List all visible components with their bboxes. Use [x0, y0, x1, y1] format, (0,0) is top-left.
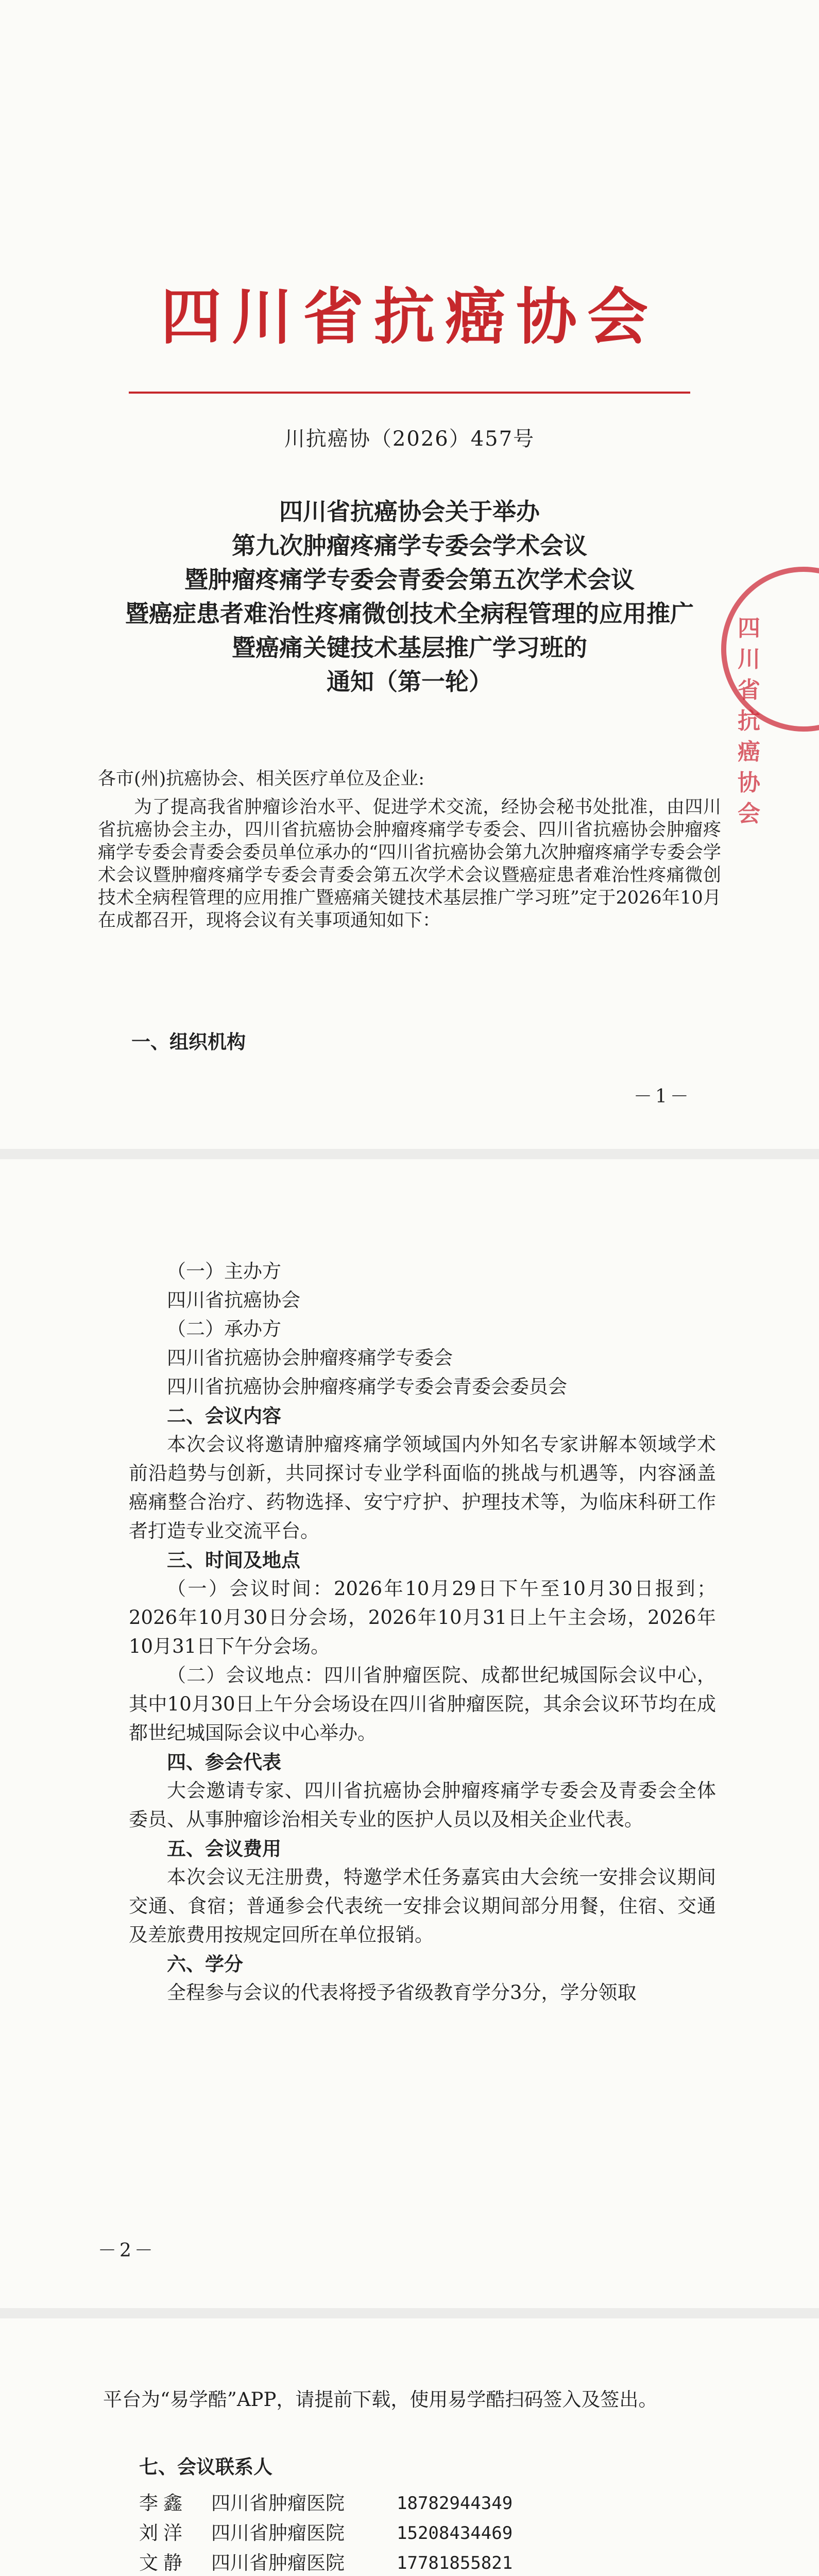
p3-continuation: 平台为“易学酷”APP，请提前下载，使用易学酷扫码签入及签出。: [103, 2388, 658, 2411]
contact-phone: 15208434469: [397, 2523, 513, 2544]
contact-row: [139, 2518, 551, 2548]
document-page-2: [0, 1159, 819, 2308]
notice-heading: [0, 495, 819, 699]
contact-org: 四川省肿瘤医院: [211, 2522, 345, 2544]
section-7-heading: 七、会议联系人: [139, 2455, 272, 2478]
addressee: 各市(州)抗癌协会、相关医疗单位及企业:: [98, 769, 425, 789]
red-divider: [129, 392, 690, 394]
organizer-heading: （二）承办方: [167, 1318, 281, 1340]
meeting-time: （一）会议时间：2026年10月29日下午至10月30日报到；2026年10月30日分会场，2026年10月31日上午主会场，2026年10月31日下午分会场。: [129, 1578, 716, 1657]
section-2-text: 本次会议将邀请肿瘤疼痛学领域国内外知名专家讲解本领域学术前沿趋势与创新，共同探讨专业学科面临的挑战与机遇等，内容涵盖癌痛整合治疗、药物选择、安宁疗护、护理技术等，为临床科研工作者打造专业交流平台。: [129, 1433, 716, 1542]
host: 四川省抗癌协会: [167, 1289, 300, 1311]
document-page-3: [0, 2318, 819, 2576]
heading-line: 暨癌症患者难治性疼痛微创技术全病程管理的应用推广: [125, 600, 694, 628]
document-number: 川抗癌协（2026）457号: [284, 427, 535, 451]
heading-line: 四川省抗癌协会关于举办: [279, 498, 540, 526]
host-heading: （一）主办方: [167, 1260, 281, 1282]
contact-list: [139, 2488, 551, 2576]
contact-org: 四川省肿瘤医院: [211, 2492, 345, 2514]
heading-line: 暨肿瘤疼痛学专委会青委会第五次学术会议: [184, 566, 635, 594]
contact-name: 李鑫: [139, 2492, 187, 2514]
contact-org: 四川省肿瘤医院: [211, 2552, 345, 2574]
heading-line: 暨癌痛关键技术基层推广学习班的: [232, 634, 587, 662]
contact-name: 文静: [139, 2552, 187, 2574]
section-3-heading: 三、时间及地点: [167, 1549, 300, 1571]
contact-row: [139, 2548, 551, 2576]
section-2-heading: 二、会议内容: [167, 1404, 281, 1427]
document-page-1: [0, 0, 819, 1149]
section-4-text: 大会邀请专家、四川省抗癌协会肿瘤疼痛学专委会及青委会全体委员、从事肿瘤诊治相关专业的医护人员以及相关企业代表。: [129, 1780, 716, 1831]
organization-title: 四川省抗癌协会: [160, 281, 658, 352]
heading-line: 通知（第一轮）: [327, 668, 492, 696]
meeting-place: （二）会议地点：四川省肿瘤医院、成都世纪城国际会议中心，其中10月30日上午分会场设在四川省肿瘤医院，其余会议环节均在成都世纪城国际会议中心举办。: [129, 1664, 716, 1744]
page-number: －1－: [634, 1086, 692, 1107]
intro-paragraph: 为了提高我省肿瘤诊治水平、促进学术交流，经协会秘书处批准，由四川省抗癌协会主办，四川省抗癌协会肿瘤疼痛学专委会、四川省抗癌协会肿瘤疼痛学专委会青委会委员单位承办的“四川省抗癌协会第九次肿瘤疼痛学专委会学术会议暨肿瘤疼痛学专委会青委会第五次学术会议暨癌症患者难治性疼痛微创技术全病程管理的应用推广暨癌痛关键技术基层推广学习班”定于2026年10月在成都召开，现将会议有关事项通知如下：: [98, 797, 721, 931]
seal-text: 四川省抗癌协会: [738, 615, 760, 827]
organizer-item: 四川省抗癌协会肿瘤疼痛学专委会: [167, 1347, 453, 1369]
section-5-heading: 五、会议费用: [167, 1837, 281, 1860]
section-5-text: 本次会议无注册费，特邀学术任务嘉宾由大会统一安排会议期间交通、食宿；普通参会代表统一安排会议期间部分用餐，住宿、交通及差旅费用按规定回所在单位报销。: [129, 1866, 716, 1946]
heading-line: 第九次肿瘤疼痛学专委会学术会议: [232, 532, 587, 560]
organizer-item: 四川省抗癌协会肿瘤疼痛学专委会青委会委员会: [167, 1376, 567, 1398]
p2-body: [129, 1257, 716, 2007]
section-1-heading: 一、组织机构: [131, 1030, 246, 1053]
section-4-heading: 四、参会代表: [167, 1751, 281, 1773]
section-6-text: 全程参与会议的代表将授予省级教育学分3分，学分领取: [167, 1981, 637, 2004]
contact-name: 刘洋: [139, 2522, 187, 2544]
contact-phone: 18782944349: [397, 2493, 513, 2514]
contact-phone: 17781855821: [397, 2553, 513, 2573]
page-number: －2－: [98, 2240, 156, 2261]
section-6-heading: 六、学分: [167, 1953, 243, 1975]
contact-row: [139, 2488, 551, 2518]
